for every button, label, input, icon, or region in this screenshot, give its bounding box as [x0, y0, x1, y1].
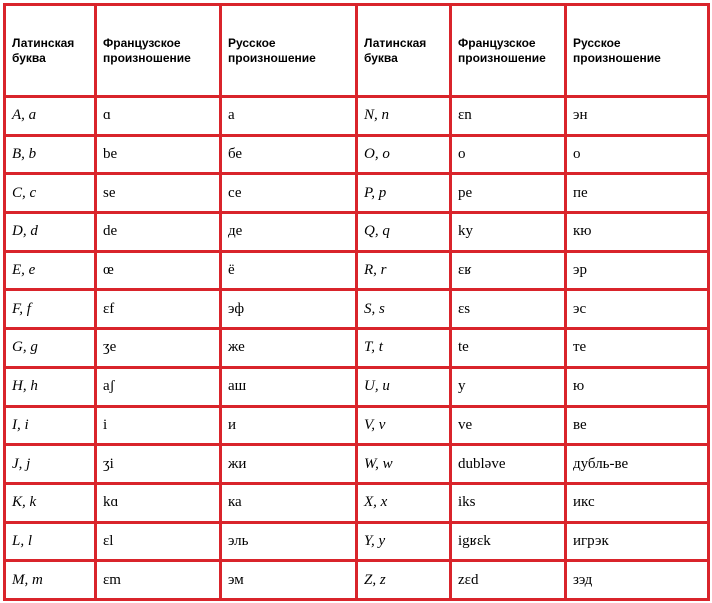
- cell-latin-letter: J, j: [5, 445, 96, 484]
- table-row: [5, 135, 709, 174]
- cell-latin-letter: Y, y: [357, 522, 451, 561]
- cell-russian-pronunciation: эф: [221, 290, 357, 329]
- cell-french-pronunciation: œ: [96, 251, 221, 290]
- cell-latin-letter: B, b: [5, 135, 96, 174]
- cell-latin-letter: T, t: [357, 329, 451, 368]
- cell-russian-pronunciation: же: [221, 329, 357, 368]
- cell-latin-letter: U, u: [357, 367, 451, 406]
- cell-russian-pronunciation: кю: [566, 213, 709, 252]
- table-row: [5, 97, 709, 136]
- cell-russian-pronunciation: эс: [566, 290, 709, 329]
- cell-russian-pronunciation: эр: [566, 251, 709, 290]
- header-row: [5, 5, 709, 97]
- cell-russian-pronunciation: икс: [566, 483, 709, 522]
- cell-russian-pronunciation: жи: [221, 445, 357, 484]
- cell-french-pronunciation: y: [451, 367, 566, 406]
- cell-latin-letter: X, x: [357, 483, 451, 522]
- cell-latin-letter: F, f: [5, 290, 96, 329]
- cell-russian-pronunciation: зэд: [566, 561, 709, 600]
- header-latin-letter: Латинская буква: [5, 5, 96, 97]
- cell-french-pronunciation: igʁɛk: [451, 522, 566, 561]
- cell-french-pronunciation: ɛf: [96, 290, 221, 329]
- cell-french-pronunciation: se: [96, 174, 221, 213]
- cell-french-pronunciation: ky: [451, 213, 566, 252]
- header-russian-pronunciation: Русское произношение: [221, 5, 357, 97]
- cell-french-pronunciation: ɛm: [96, 561, 221, 600]
- cell-russian-pronunciation: ве: [566, 406, 709, 445]
- cell-french-pronunciation: o: [451, 135, 566, 174]
- cell-french-pronunciation: iks: [451, 483, 566, 522]
- cell-latin-letter: O, o: [357, 135, 451, 174]
- table-row: [5, 522, 709, 561]
- cell-french-pronunciation: ɑ: [96, 97, 221, 136]
- cell-latin-letter: W, w: [357, 445, 451, 484]
- cell-russian-pronunciation: эм: [221, 561, 357, 600]
- cell-latin-letter: A, a: [5, 97, 96, 136]
- cell-french-pronunciation: de: [96, 213, 221, 252]
- table-row: [5, 213, 709, 252]
- cell-russian-pronunciation: аш: [221, 367, 357, 406]
- cell-french-pronunciation: i: [96, 406, 221, 445]
- cell-russian-pronunciation: игрэк: [566, 522, 709, 561]
- table-row: [5, 367, 709, 406]
- cell-latin-letter: D, d: [5, 213, 96, 252]
- table-row: [5, 174, 709, 213]
- cell-french-pronunciation: ʒe: [96, 329, 221, 368]
- cell-russian-pronunciation: пе: [566, 174, 709, 213]
- cell-latin-letter: Z, z: [357, 561, 451, 600]
- header-russian-pronunciation: Русское произношение: [566, 5, 709, 97]
- table-row: [5, 251, 709, 290]
- cell-russian-pronunciation: де: [221, 213, 357, 252]
- cell-french-pronunciation: ɛs: [451, 290, 566, 329]
- cell-latin-letter: V, v: [357, 406, 451, 445]
- cell-french-pronunciation: ve: [451, 406, 566, 445]
- cell-latin-letter: I, i: [5, 406, 96, 445]
- cell-latin-letter: G, g: [5, 329, 96, 368]
- header-french-pronunciation: Французское произношение: [96, 5, 221, 97]
- cell-latin-letter: K, k: [5, 483, 96, 522]
- table-body: [5, 97, 709, 600]
- table-row: [5, 561, 709, 600]
- cell-latin-letter: S, s: [357, 290, 451, 329]
- cell-russian-pronunciation: те: [566, 329, 709, 368]
- alphabet-table: [3, 3, 710, 601]
- cell-latin-letter: P, p: [357, 174, 451, 213]
- cell-latin-letter: L, l: [5, 522, 96, 561]
- cell-french-pronunciation: ʒi: [96, 445, 221, 484]
- cell-russian-pronunciation: и: [221, 406, 357, 445]
- header-french-pronunciation: Французское произношение: [451, 5, 566, 97]
- cell-latin-letter: Q, q: [357, 213, 451, 252]
- cell-french-pronunciation: ɛn: [451, 97, 566, 136]
- header-latin-letter: Латинская буква: [357, 5, 451, 97]
- cell-latin-letter: H, h: [5, 367, 96, 406]
- cell-french-pronunciation: aʃ: [96, 367, 221, 406]
- cell-french-pronunciation: te: [451, 329, 566, 368]
- cell-russian-pronunciation: ка: [221, 483, 357, 522]
- cell-russian-pronunciation: ё: [221, 251, 357, 290]
- cell-french-pronunciation: pe: [451, 174, 566, 213]
- cell-russian-pronunciation: о: [566, 135, 709, 174]
- cell-russian-pronunciation: дубль-ве: [566, 445, 709, 484]
- table-row: [5, 406, 709, 445]
- cell-french-pronunciation: dubləve: [451, 445, 566, 484]
- cell-latin-letter: R, r: [357, 251, 451, 290]
- table-row: [5, 290, 709, 329]
- cell-russian-pronunciation: эль: [221, 522, 357, 561]
- table-row: [5, 445, 709, 484]
- cell-french-pronunciation: zɛd: [451, 561, 566, 600]
- cell-russian-pronunciation: се: [221, 174, 357, 213]
- table-row: [5, 483, 709, 522]
- cell-russian-pronunciation: бе: [221, 135, 357, 174]
- cell-latin-letter: N, n: [357, 97, 451, 136]
- cell-latin-letter: C, c: [5, 174, 96, 213]
- cell-french-pronunciation: kɑ: [96, 483, 221, 522]
- cell-french-pronunciation: be: [96, 135, 221, 174]
- cell-latin-letter: M, m: [5, 561, 96, 600]
- cell-latin-letter: E, e: [5, 251, 96, 290]
- cell-russian-pronunciation: эн: [566, 97, 709, 136]
- cell-russian-pronunciation: а: [221, 97, 357, 136]
- cell-french-pronunciation: ɛl: [96, 522, 221, 561]
- cell-french-pronunciation: ɛʁ: [451, 251, 566, 290]
- cell-russian-pronunciation: ю: [566, 367, 709, 406]
- table-row: [5, 329, 709, 368]
